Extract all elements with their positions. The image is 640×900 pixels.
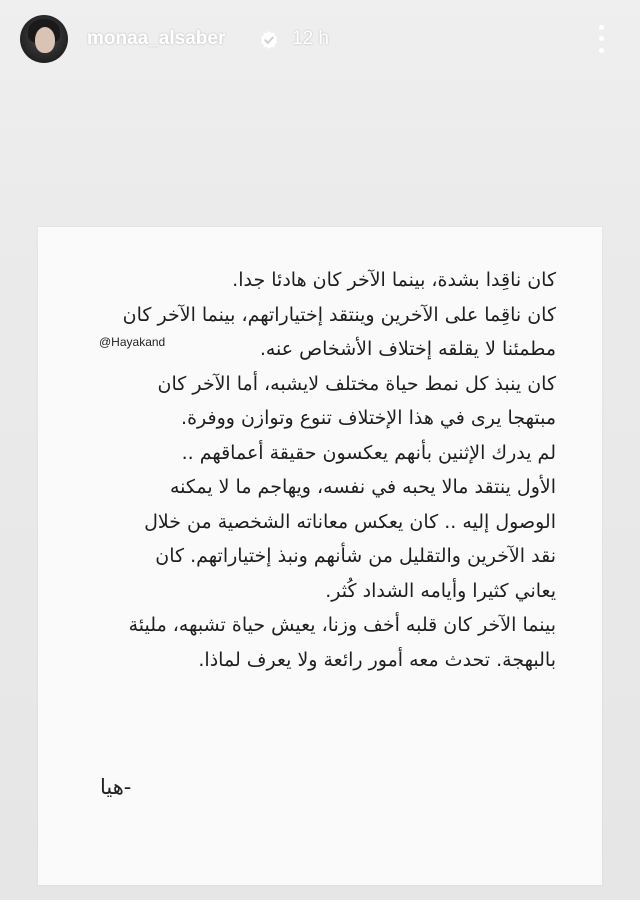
note-line: يعاني كثيرا وأيامه الشداد كُثر. bbox=[325, 579, 556, 602]
signature: -هيا bbox=[100, 775, 132, 799]
note-line: بالبهجة. تحدث معه أمور رائعة ولا يعرف لماذا. bbox=[198, 648, 556, 671]
note-line: لم يدرك الإثنين بأنهم يعكسون حقيقة أعماقهم .. bbox=[181, 441, 556, 464]
note-line: كان ناقِدا بشدة، بينما الآخر كان هادئا جدا. bbox=[232, 269, 556, 291]
note-line: مطمئنا لا يقلقه إختلاف الأشخاص عنه. bbox=[259, 338, 556, 360]
note-line: كان ينبذ كل نمط حياة مختلف لايشبه، أما الآخر كان bbox=[157, 372, 556, 395]
note-line: بينما الآخر كان قلبه أخف وزنا، يعيش حياة تشبهه، مليئة bbox=[128, 614, 556, 636]
avatar[interactable] bbox=[20, 15, 68, 63]
note-line: مبتهجا يرى في هذا الإختلاف تنوع وتوازن ووفرة. bbox=[181, 407, 556, 429]
note-line: الوصول إليه .. كان يعكس معاناته الشخصية من خلال bbox=[144, 510, 556, 533]
note-line: نقد الآخرين والتقليل من شأنهم ونبذ إختياراتهم. كان bbox=[155, 545, 556, 567]
text-note-card bbox=[38, 227, 602, 885]
note-line: الأول ينتقد مالا يحبه في نفسه، ويهاجم ما لا يمكنه bbox=[169, 476, 556, 498]
note-body bbox=[78, 263, 556, 677]
story-header bbox=[0, 0, 640, 80]
watermark: @Hayakand bbox=[99, 335, 166, 349]
note-line: كان ناقِما على الآخرين وينتقد إختياراتهم، بينما الآخر كان bbox=[122, 303, 556, 326]
verified-badge-icon bbox=[259, 30, 279, 50]
post-time: 12 h bbox=[292, 28, 329, 49]
avatar-face bbox=[35, 27, 55, 53]
more-vertical-icon[interactable] bbox=[590, 22, 612, 56]
username[interactable]: monaa_alsaber bbox=[87, 28, 226, 49]
